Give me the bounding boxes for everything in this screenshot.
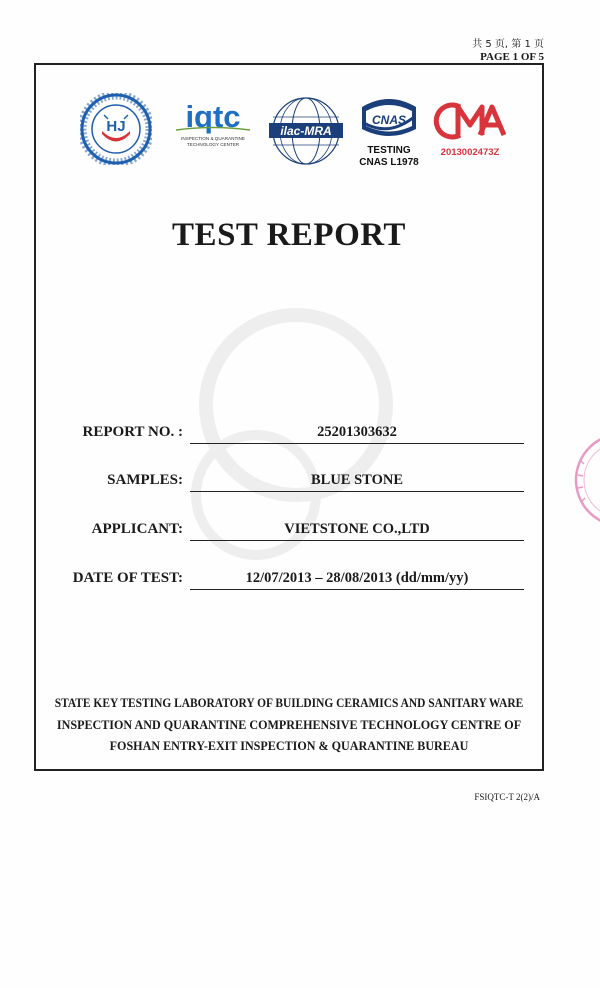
svg-text:TESTING: TESTING <box>367 145 411 156</box>
form-code: FSIQTC-T 2(2)/A <box>474 792 540 802</box>
page-count-cn: 共 5 页, 第 1 页 <box>472 39 544 50</box>
svg-text:TECHNOLOGY CENTER: TECHNOLOGY CENTER <box>186 142 240 147</box>
svg-text:INSPECTION & QUARANTINE: INSPECTION & QUARANTINE <box>181 136 245 141</box>
cma-icon <box>432 101 508 167</box>
samples-value: BLUE STONE <box>310 472 403 488</box>
date-of-test-label: DATE OF TEST: <box>72 570 183 586</box>
seal-stamp-icon <box>570 430 600 530</box>
laboratory-line-2: INSPECTION AND QUARANTINE COMPREHENSIVE TECHNOLOGY CENTRE OF <box>56 717 522 732</box>
applicant-label: APPLICANT: <box>91 521 183 537</box>
samples-label: SAMPLES: <box>107 472 183 488</box>
page-title: TEST REPORT <box>172 217 406 253</box>
date-of-test-row <box>36 563 542 593</box>
iqtc-icon <box>170 99 256 159</box>
svg-text:ilac-MRA: ilac-MRA <box>280 124 332 138</box>
hj-seal-icon <box>80 93 152 165</box>
page-count-en: PAGE 1 OF 5 <box>480 51 544 63</box>
svg-text:CNAS: CNAS <box>371 113 407 127</box>
ilac-mra-logo <box>266 93 346 169</box>
report-no-label: REPORT NO. : <box>82 424 183 440</box>
cnas-logo <box>356 93 422 169</box>
svg-text:HJ: HJ <box>106 118 126 135</box>
samples-underline <box>190 491 524 492</box>
page-count <box>472 38 544 64</box>
svg-text:iqtc: iqtc <box>185 99 241 134</box>
report-no-underline <box>190 443 524 444</box>
report-frame <box>34 63 544 771</box>
hj-logo <box>80 93 152 165</box>
svg-text:2013002473Z: 2013002473Z <box>440 147 500 158</box>
laboratory-line-3: FOSHAN ENTRY-EXIT INSPECTION & QUARANTINE BUREAU <box>109 738 469 753</box>
samples-row <box>36 465 542 495</box>
svg-text:CNAS L1978: CNAS L1978 <box>359 157 419 168</box>
iqtc-logo <box>170 99 256 159</box>
cnas-icon <box>356 93 422 169</box>
applicant-value: VIETSTONE CO.,LTD <box>284 521 430 537</box>
applicant-row <box>36 514 542 544</box>
cma-logo <box>432 101 508 167</box>
ilac-globe-icon <box>266 93 346 169</box>
report-no-row <box>36 417 542 447</box>
laboratory-block <box>54 693 525 756</box>
applicant-underline <box>190 540 524 541</box>
date-of-test-underline <box>190 589 524 590</box>
date-of-test-value: 12/07/2013 – 28/08/2013 (dd/mm/yy) <box>245 570 469 586</box>
report-no-value: 25201303632 <box>317 424 397 440</box>
accreditation-logos <box>80 93 530 173</box>
laboratory-line-1: STATE KEY TESTING LABORATORY OF BUILDING CERAMICS AND SANITARY WARE <box>54 696 524 710</box>
